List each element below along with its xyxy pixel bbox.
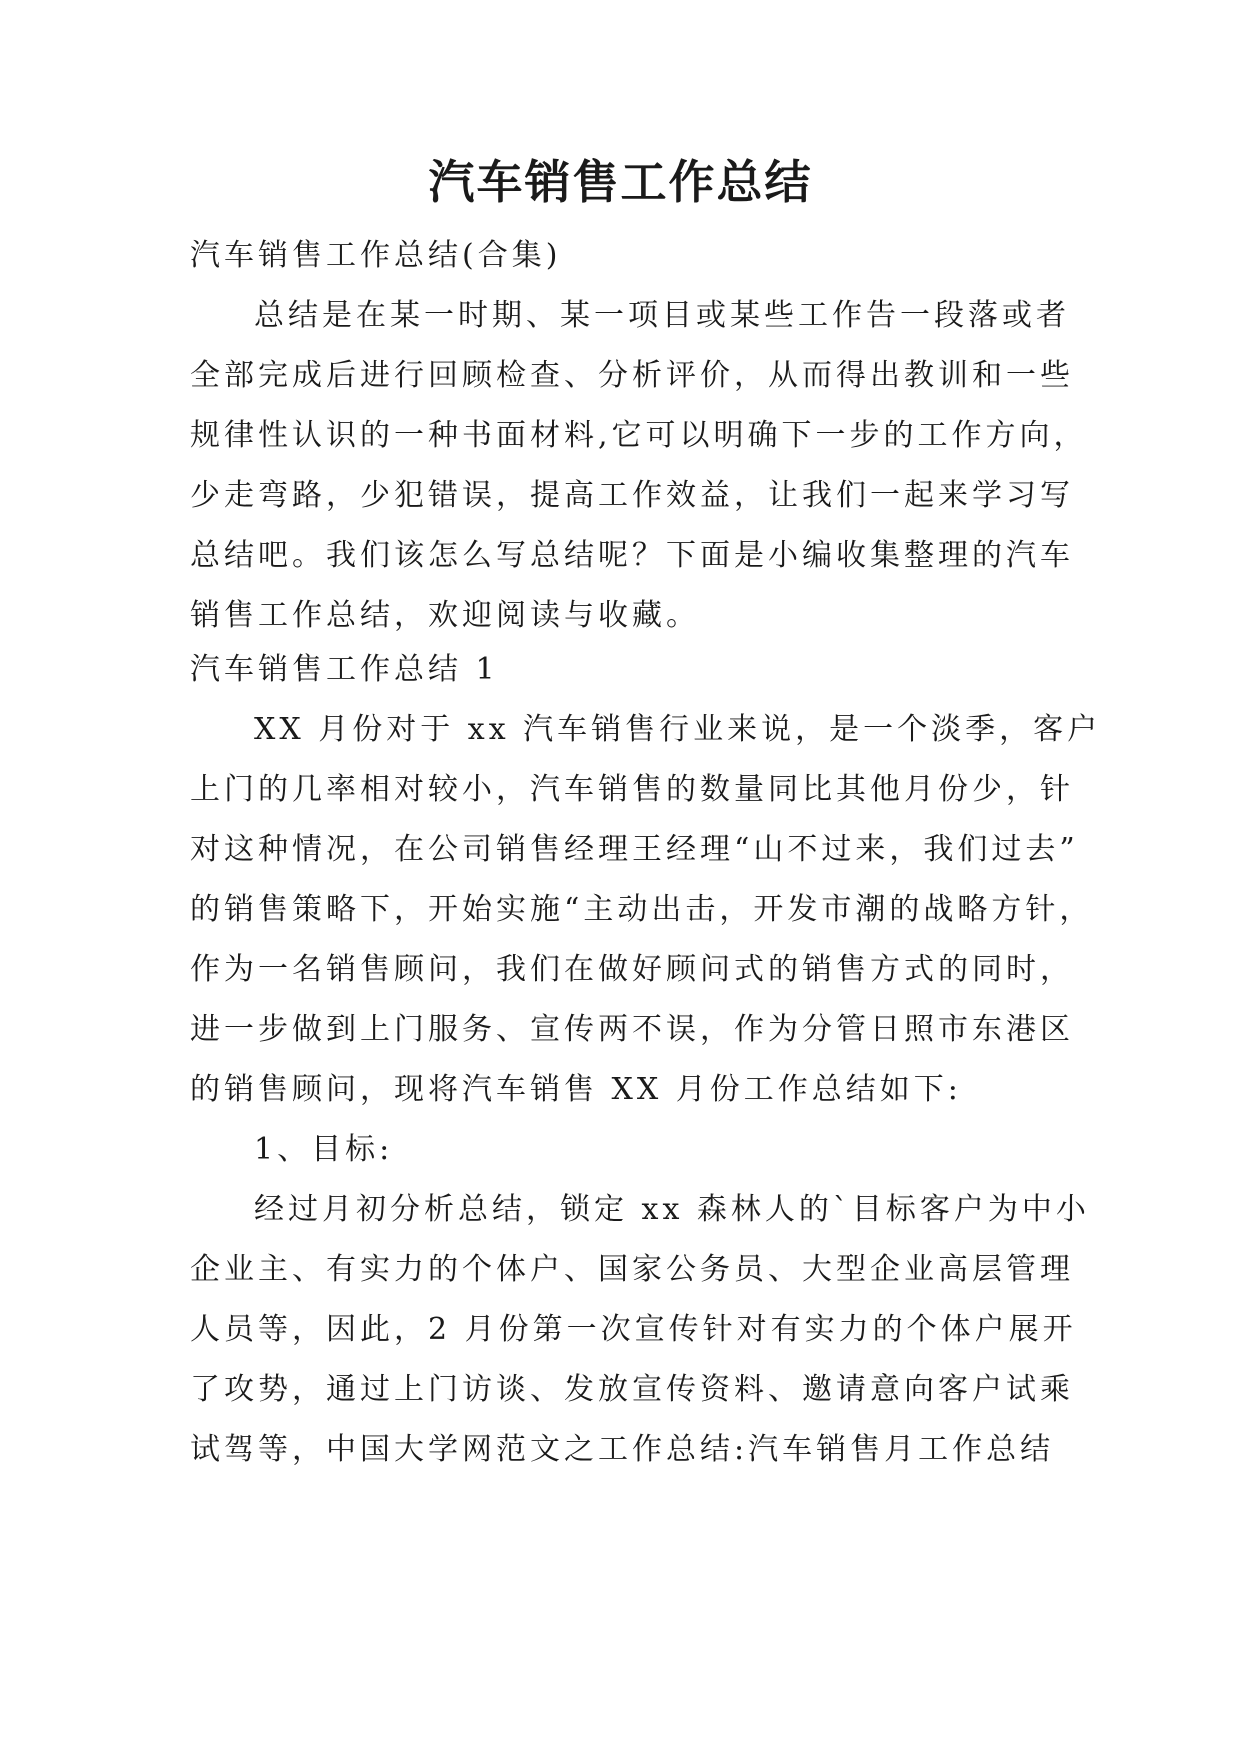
section-1 <box>190 226 1088 646</box>
paragraph-line: XX 月份对于 xx 汽车销售行业来说，是一个淡季，客户 <box>254 712 1102 747</box>
paragraph-line: 进一步做到上门服务、宣传两不误，作为分管日照市东港区 <box>190 1012 1074 1047</box>
document-title: 汽车销售工作总结 <box>428 155 813 209</box>
paragraph-line: 规律性认识的一种书面材料,它可以明确下一步的工作方向， <box>190 418 1088 453</box>
paragraph-line: 了攻势，通过上门访谈、发放宣传资料、邀请意向客户试乘 <box>190 1372 1074 1407</box>
list-item-1: 1、目标: <box>254 1132 394 1167</box>
paragraph-line: 少走弯路，少犯错误，提高工作效益，让我们一起来学习写 <box>190 478 1074 513</box>
section-2 <box>190 640 1102 1480</box>
paragraph-line: 对这种情况，在公司销售经理王经理“山不过来，我们过去” <box>190 832 1079 867</box>
paragraph-line: 的销售顾问，现将汽车销售 XX 月份工作总结如下: <box>190 1072 962 1107</box>
paragraph-line: 全部完成后进行回顾检查、分析评价，从而得出教训和一些 <box>190 358 1074 393</box>
paragraph-line: 销售工作总结，欢迎阅读与收藏。 <box>190 598 700 633</box>
paragraph-line: 人员等，因此，2 月份第一次宣传针对有实力的个体户展开 <box>190 1312 1077 1347</box>
paragraph-line: 作为一名销售顾问，我们在做好顾问式的销售方式的同时， <box>190 952 1074 987</box>
section-2-heading: 汽车销售工作总结 1 <box>190 652 499 687</box>
paragraph-line: 总结吧。我们该怎么写总结呢？下面是小编收集整理的汽车 <box>190 538 1074 573</box>
paragraph-line: 经过月初分析总结，锁定 xx 森林人的`目标客户为中小 <box>254 1192 1090 1227</box>
paragraph-line: 总结是在某一时期、某一项目或某些工作告一段落或者 <box>254 298 1070 333</box>
paragraph-line: 上门的几率相对较小，汽车销售的数量同比其他月份少，针 <box>190 772 1074 807</box>
paragraph-line: 试驾等，中国大学网范文之工作总结:汽车销售月工作总结 <box>190 1432 1055 1467</box>
paragraph-line: 的销售策略下，开始实施“主动出击，开发市潮的战略方针， <box>190 892 1094 927</box>
section-1-heading: 汽车销售工作总结(合集) <box>190 238 562 273</box>
paragraph-line: 企业主、有实力的个体户、国家公务员、大型企业高层管理 <box>190 1252 1074 1287</box>
